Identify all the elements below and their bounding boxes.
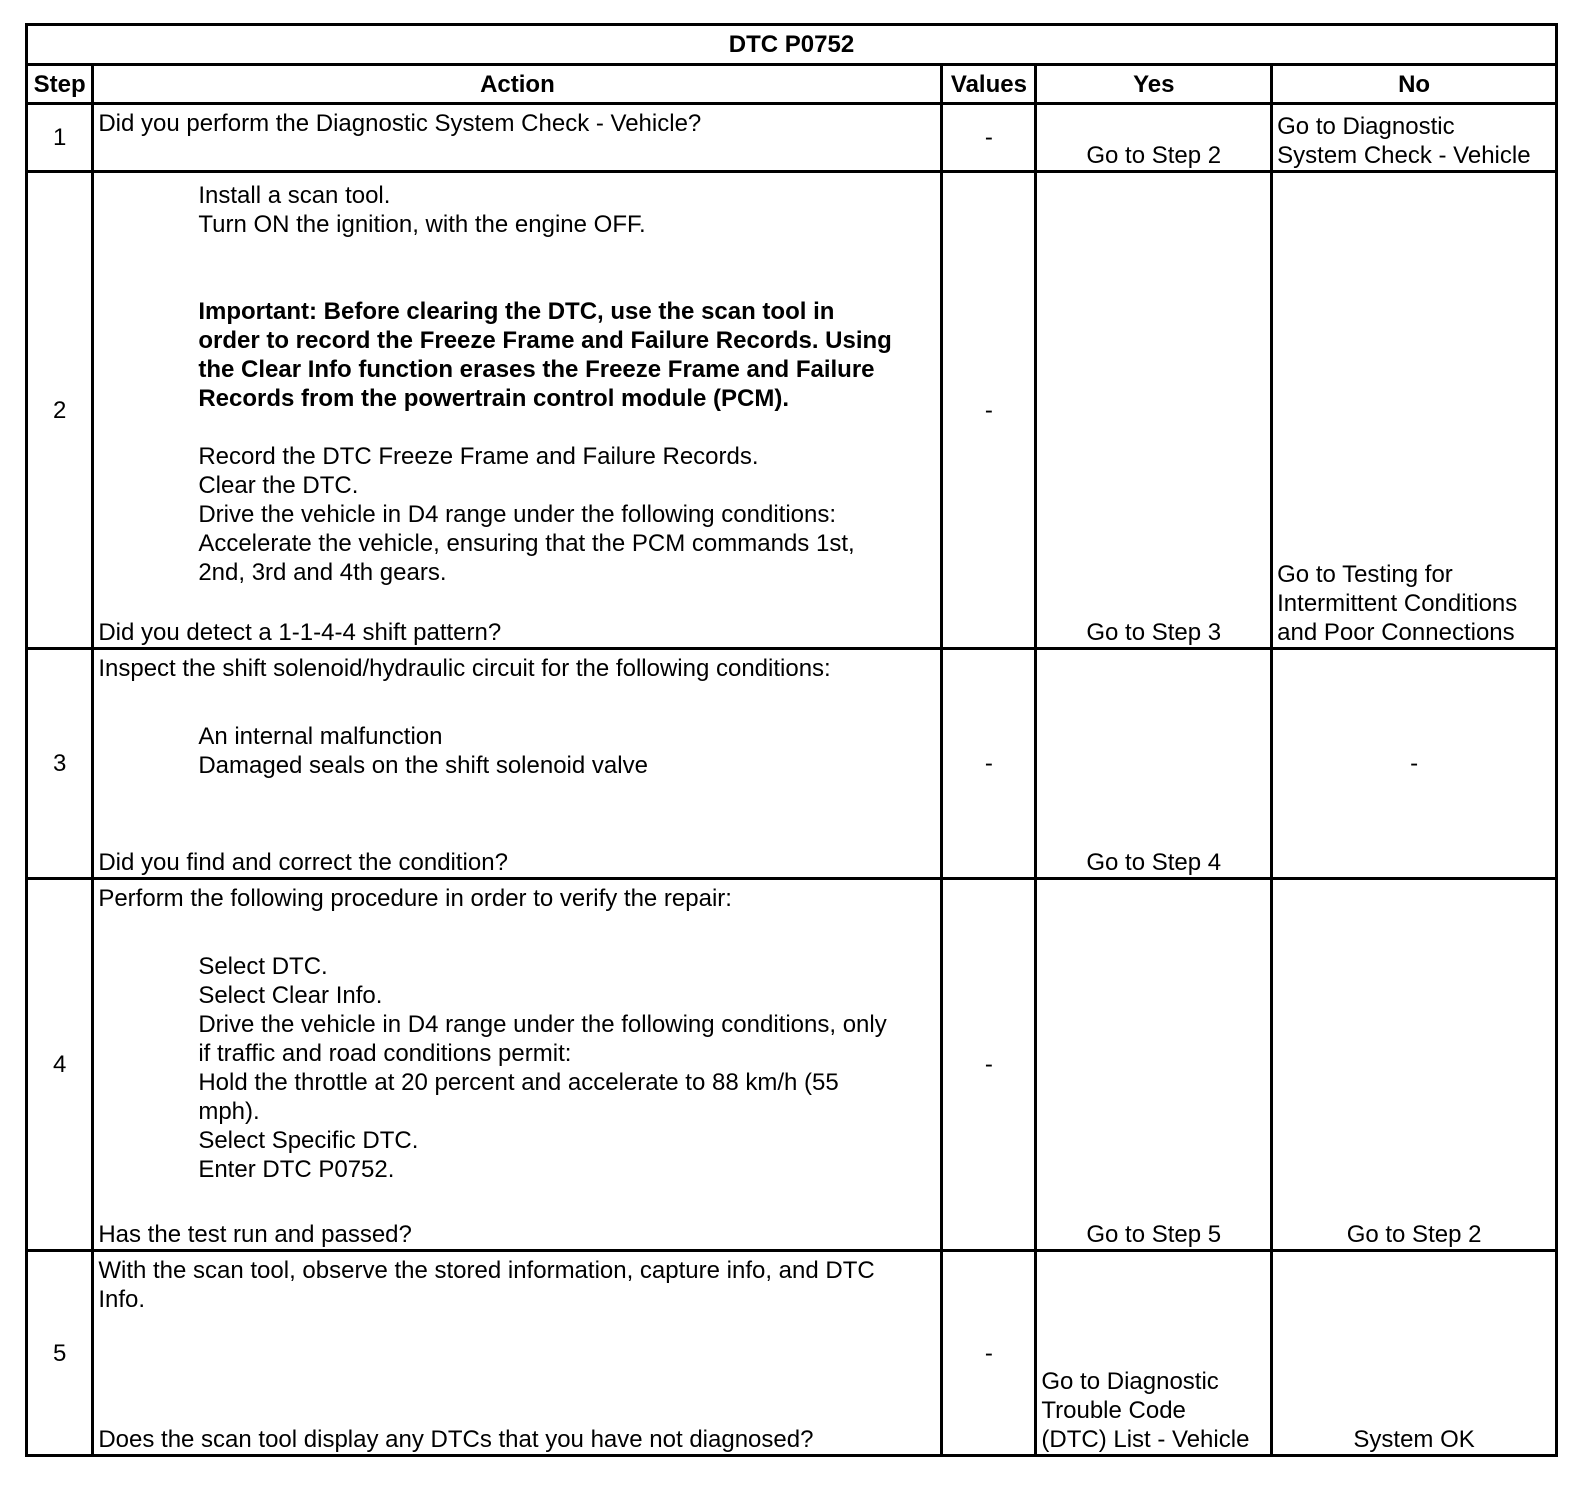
action-intro: Info. [98, 1286, 146, 1313]
values-cell: - [942, 104, 1036, 172]
step-header: Step [27, 65, 93, 104]
action-list-item: 2nd, 3rd and 4th gears. [198, 559, 447, 586]
header-row [27, 65, 1557, 104]
yes-header: Yes [1036, 65, 1272, 104]
action-list-item: mph). [198, 1098, 260, 1125]
values-cell: - [942, 1251, 1036, 1456]
table-row [27, 879, 1557, 1251]
action-list-item: Select Clear Info. [198, 982, 383, 1009]
action-header: Action [93, 65, 942, 104]
step-number: 5 [27, 1251, 93, 1456]
step-number: 4 [27, 879, 93, 1251]
action-list-item: Damaged seals on the shift solenoid valve [198, 752, 648, 779]
table-row [27, 104, 1557, 172]
no-line: Intermittent Conditions [1277, 590, 1518, 617]
yes-line: Go to Diagnostic [1041, 1368, 1219, 1395]
yes-line: (DTC) List - Vehicle [1041, 1426, 1250, 1453]
action-intro: Inspect the shift solenoid/hydraulic circuit for the following conditions: [98, 655, 831, 682]
action-list-item: Hold the throttle at 20 percent and accelerate to 88 km/h (55 [198, 1069, 839, 1096]
action-intro: Perform the following procedure in order to verify the repair: [98, 885, 732, 912]
yes-cell [1036, 1251, 1272, 1456]
action-list-item: An internal malfunction [198, 723, 443, 750]
title-row [27, 25, 1557, 65]
values-header: Values [942, 65, 1036, 104]
action-question: Did you find and correct the condition? [98, 849, 508, 876]
action-question: Did you detect a 1-1-4-4 shift pattern? [98, 619, 502, 646]
values-cell: - [942, 172, 1036, 649]
important-note: order to record the Freeze Frame and Failure Records. Using [198, 327, 892, 354]
action-question: Has the test run and passed? [98, 1221, 412, 1248]
table-title: DTC P0752 [27, 25, 1557, 65]
action-question: Did you perform the Diagnostic System Check - Vehicle? [98, 110, 702, 137]
action-cell [93, 1251, 942, 1456]
dtc-table [25, 23, 1558, 1457]
table-row [27, 1251, 1557, 1456]
action-cell [93, 649, 942, 879]
no-line: and Poor Connections [1277, 619, 1515, 646]
action-list-item: Clear the DTC. [198, 472, 359, 499]
yes-cell: Go to Step 2 [1036, 104, 1272, 172]
no-cell: - [1272, 649, 1557, 879]
yes-cell: Go to Step 3 [1036, 172, 1272, 649]
no-cell [1272, 172, 1557, 649]
step-number: 1 [27, 104, 93, 172]
step-number: 3 [27, 649, 93, 879]
yes-cell: Go to Step 5 [1036, 879, 1272, 1251]
no-line: System Check - Vehicle [1277, 142, 1531, 169]
values-cell: - [942, 879, 1036, 1251]
action-list-item: Install a scan tool. [198, 182, 391, 209]
no-line: Go to Testing for [1277, 561, 1453, 588]
yes-line: Trouble Code [1041, 1397, 1186, 1424]
action-cell [93, 172, 942, 649]
action-cell [93, 879, 942, 1251]
values-cell: - [942, 649, 1036, 879]
no-cell: System OK [1272, 1251, 1557, 1456]
table-row [27, 649, 1557, 879]
action-list-item: Enter DTC P0752. [198, 1156, 395, 1183]
yes-cell: Go to Step 4 [1036, 649, 1272, 879]
no-cell: Go to Step 2 [1272, 879, 1557, 1251]
action-list-item: Drive the vehicle in D4 range under the following conditions: [198, 501, 837, 528]
action-list-item: Select Specific DTC. [198, 1127, 419, 1154]
step-number: 2 [27, 172, 93, 649]
no-cell [1272, 104, 1557, 172]
action-question: Does the scan tool display any DTCs that you have not diagnosed? [98, 1426, 814, 1453]
no-header: No [1272, 65, 1557, 104]
action-list-item: Accelerate the vehicle, ensuring that the PCM commands 1st, [198, 530, 855, 557]
important-note: Records from the powertrain control module (PCM). [198, 385, 790, 412]
table-row [27, 172, 1557, 649]
action-list-item: Turn ON the ignition, with the engine OFF. [198, 211, 646, 238]
action-list-item: Select DTC. [198, 953, 328, 980]
action-cell [93, 104, 942, 172]
important-note: Important: Before clearing the DTC, use the scan tool in [198, 298, 835, 325]
action-list-item: if traffic and road conditions permit: [198, 1040, 572, 1067]
action-intro: With the scan tool, observe the stored information, capture info, and DTC [98, 1257, 875, 1284]
action-list-item: Record the DTC Freeze Frame and Failure Records. [198, 443, 759, 470]
no-line: Go to Diagnostic [1277, 113, 1455, 140]
important-note: the Clear Info function erases the Freeze Frame and Failure [198, 356, 875, 383]
action-list-item: Drive the vehicle in D4 range under the following conditions, only [198, 1011, 887, 1038]
